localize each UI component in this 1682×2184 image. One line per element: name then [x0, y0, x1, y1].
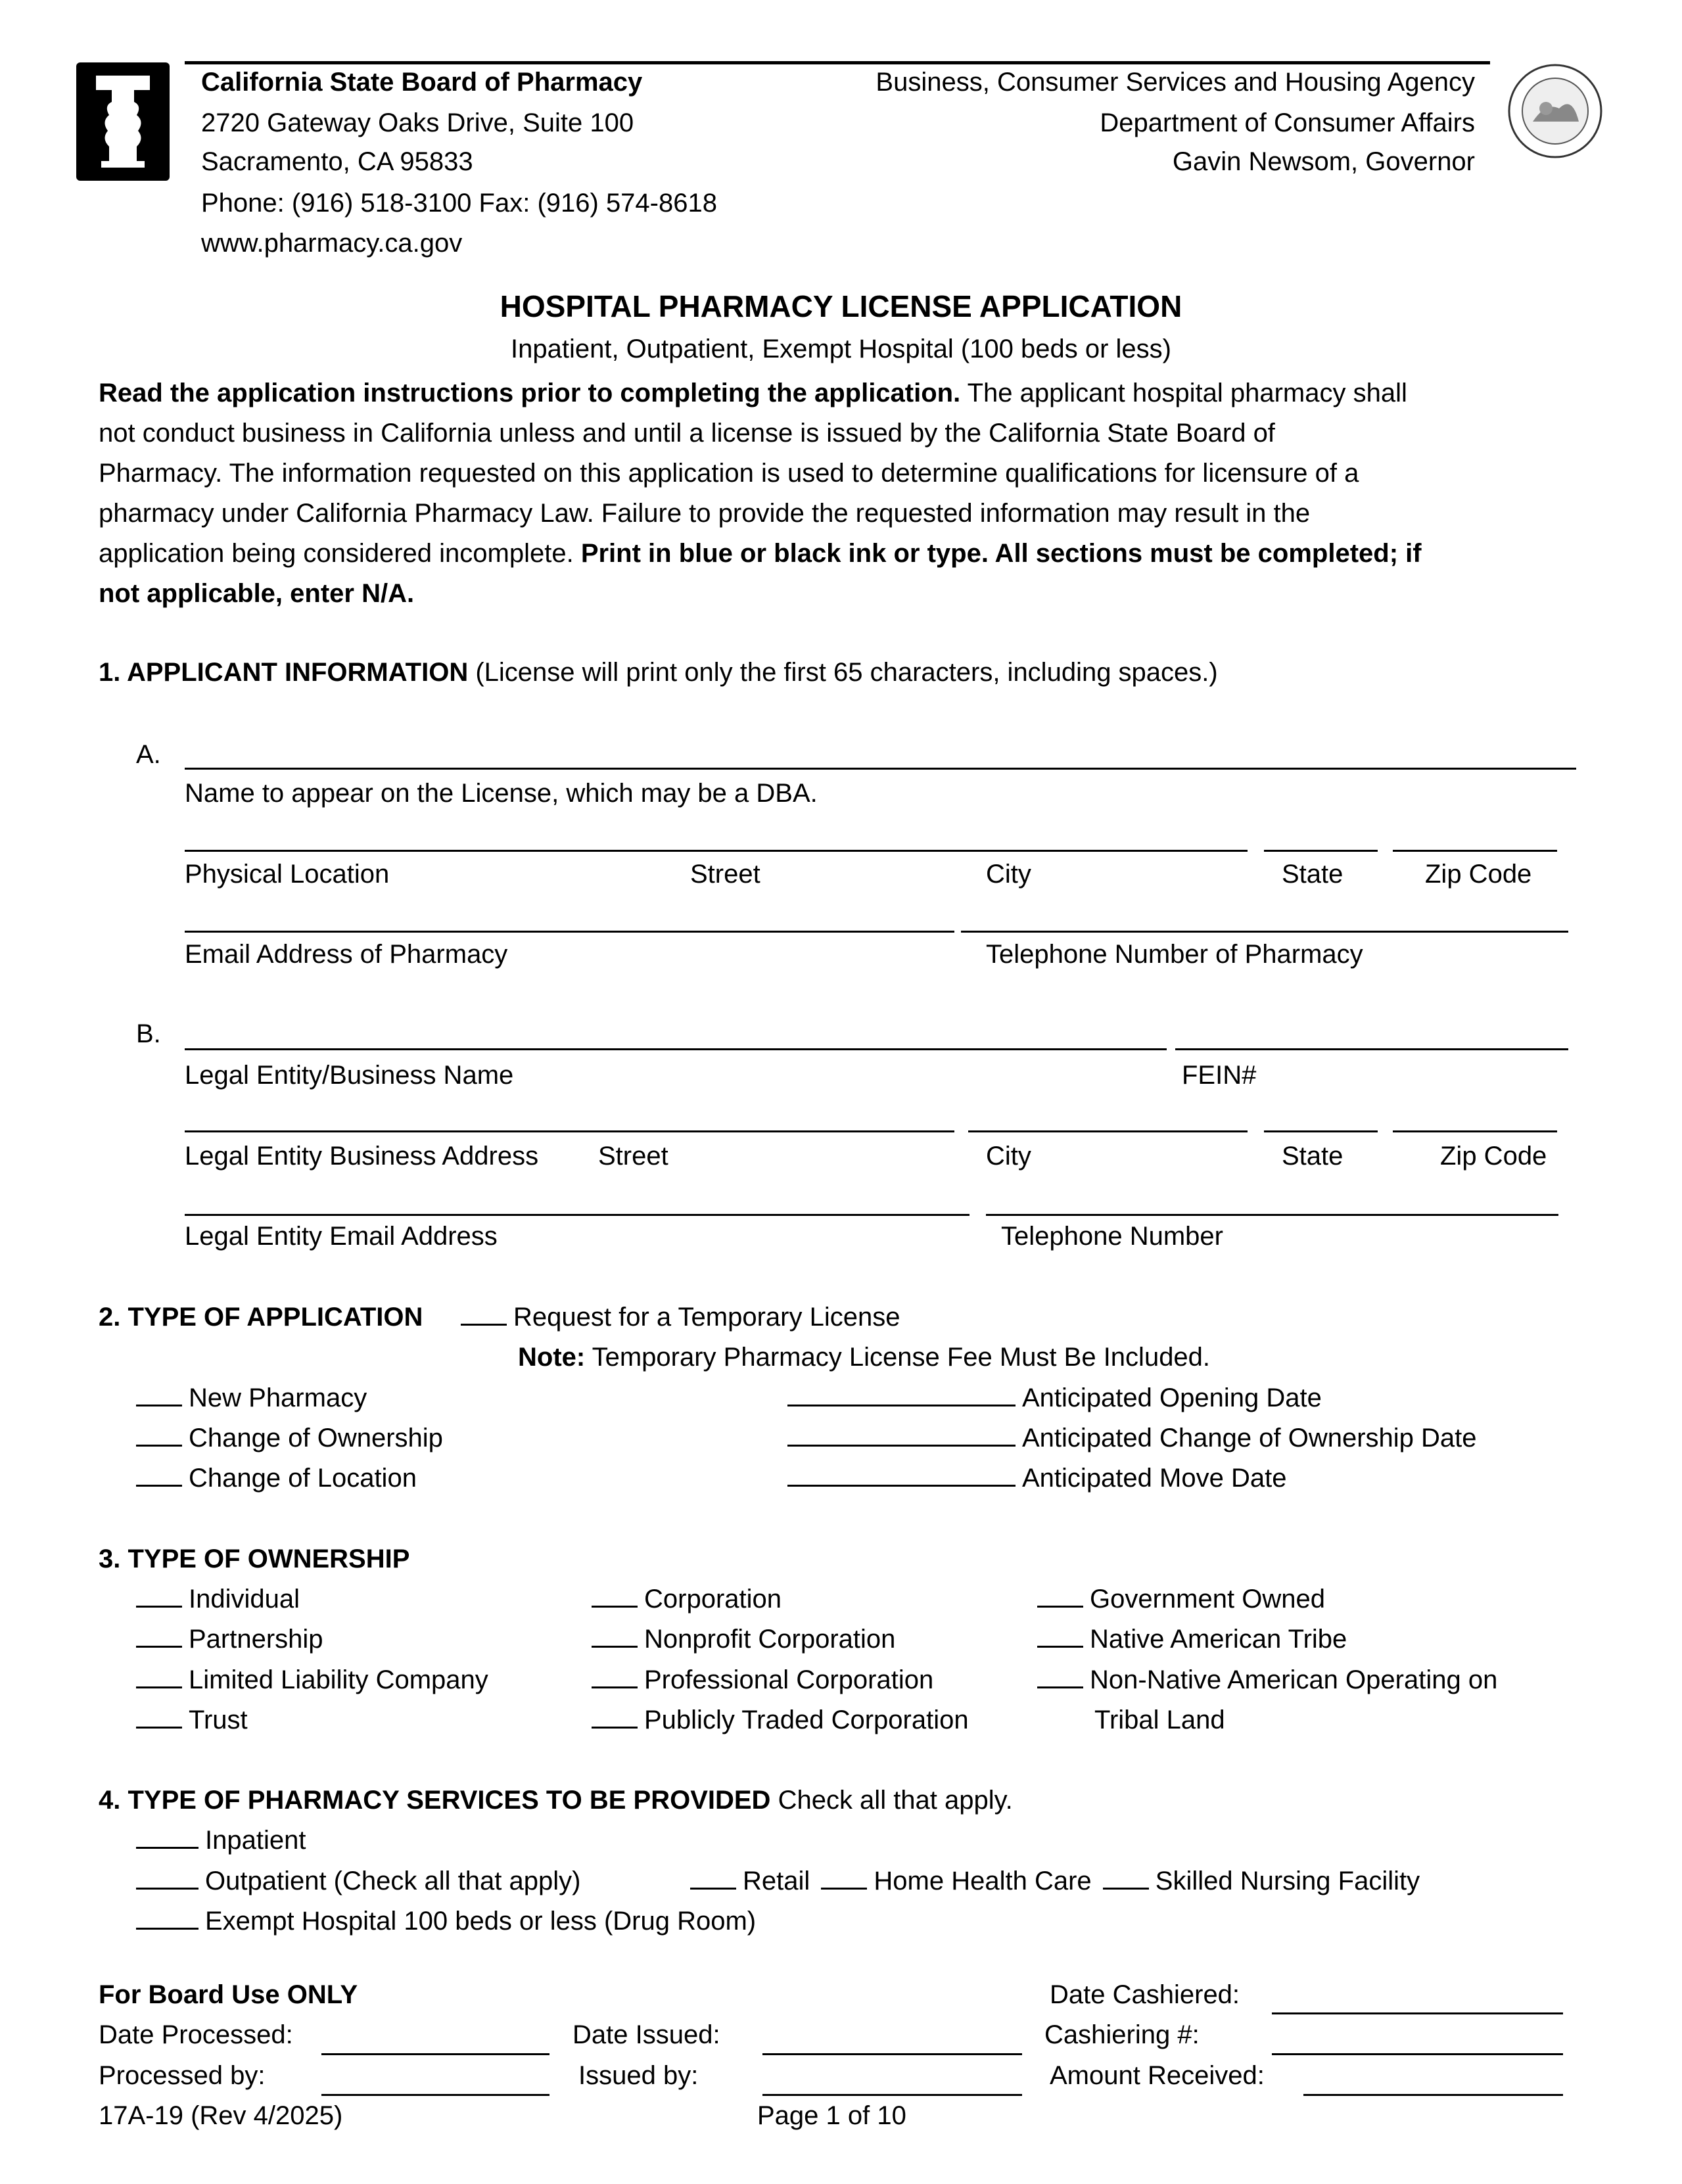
option-label: Trust: [189, 1706, 248, 1734]
state-label: State: [1282, 860, 1343, 889]
processed-by-field[interactable]: [321, 2094, 549, 2096]
ownership-publicly-traded[interactable]: [592, 1704, 969, 1736]
option-label: Inpatient: [205, 1826, 306, 1855]
governor-name: Gavin Newsom, Governor: [1172, 147, 1475, 176]
note-label: Note:: [518, 1343, 586, 1372]
license-name-caption: Name to appear on the License, which may be a DBA.: [185, 779, 818, 808]
mortar-pestle-icon: [76, 62, 170, 181]
intro-text: The applicant hospital pharmacy shall: [960, 379, 1407, 407]
section-note: (License will print only the first 65 characters, including spaces.): [468, 658, 1218, 687]
option-label: New Pharmacy: [189, 1383, 367, 1412]
license-name-field[interactable]: [185, 768, 1576, 770]
ownership-professional[interactable]: [592, 1664, 933, 1696]
ownership-llc[interactable]: [136, 1664, 488, 1696]
section-heading: 1. APPLICANT INFORMATION: [99, 658, 469, 687]
checkbox-blank[interactable]: [136, 1865, 199, 1890]
option-label: Change of Location: [189, 1464, 417, 1493]
option-label: Nonprofit Corporation: [644, 1625, 896, 1654]
checkbox-blank[interactable]: [1037, 1583, 1083, 1608]
department-name: Department of Consumer Affairs: [1100, 108, 1475, 137]
legal-address-label: Legal Entity Business Address: [185, 1142, 539, 1171]
processed-by-label: Processed by:: [99, 2061, 266, 2090]
checkbox-blank[interactable]: [1037, 1623, 1083, 1648]
section-1-heading: [99, 657, 1218, 688]
legal-email-field[interactable]: [185, 1214, 969, 1216]
legal-state-label: State: [1282, 1142, 1343, 1171]
checkbox-blank[interactable]: [592, 1583, 638, 1608]
snf-label: Skilled Nursing Facility: [1155, 1867, 1420, 1895]
cashiering-number-field[interactable]: [1272, 2053, 1563, 2055]
checkbox-blank[interactable]: [592, 1623, 638, 1648]
option-label: Request for a Temporary License: [513, 1303, 900, 1332]
checkbox-blank[interactable]: [592, 1704, 638, 1729]
ownership-corporation[interactable]: [592, 1583, 782, 1615]
phone-fax: Phone: (916) 518-3100 Fax: (916) 574-8618: [201, 189, 717, 218]
state-seal: [1507, 62, 1604, 160]
service-exempt-hospital[interactable]: [136, 1905, 756, 1937]
legal-zip-label: Zip Code: [1440, 1142, 1547, 1171]
option-label: Corporation: [644, 1585, 782, 1614]
date-blank[interactable]: [787, 1422, 1016, 1447]
snf-checkbox[interactable]: [1103, 1865, 1149, 1890]
checkbox-blank[interactable]: [136, 1704, 182, 1729]
pharmacy-telephone-field[interactable]: [961, 931, 1568, 933]
temporary-note: [518, 1341, 1210, 1373]
option-label: Partnership: [189, 1625, 323, 1654]
checkbox-blank[interactable]: [136, 1462, 182, 1487]
fein-field[interactable]: [1175, 1048, 1568, 1050]
physical-state-field[interactable]: [1264, 850, 1378, 852]
ownership-nonprofit[interactable]: [592, 1623, 895, 1655]
option-label: Change of Ownership: [189, 1424, 443, 1452]
cashiering-number-label: Cashiering #:: [1044, 2020, 1200, 2049]
street-label: Street: [690, 860, 760, 889]
intro-bold: Read the application instructions prior to completing the application.: [99, 379, 961, 407]
option-change-location[interactable]: [136, 1462, 417, 1494]
retail-checkbox[interactable]: [690, 1865, 736, 1890]
address-line-2: Sacramento, CA 95833: [201, 147, 473, 176]
page-subtitle: Inpatient, Outpatient, Exempt Hospital (100 beds or less): [511, 335, 1171, 363]
option-new-pharmacy[interactable]: [136, 1382, 367, 1414]
intro-bold: Print in blue or black ink or type. All sections must be completed; if: [580, 539, 1422, 568]
amount-received-field[interactable]: [1303, 2094, 1563, 2096]
legal-name-field[interactable]: [185, 1048, 1167, 1050]
section-b-label: B.: [136, 1019, 161, 1048]
section-note: Check all that apply.: [770, 1786, 1013, 1815]
checkbox-blank[interactable]: [136, 1583, 182, 1608]
amount-received-label: Amount Received:: [1050, 2061, 1265, 2090]
website-link[interactable]: www.pharmacy.ca.gov: [201, 229, 463, 258]
page-title: HOSPITAL PHARMACY LICENSE APPLICATION: [500, 289, 1182, 323]
legal-city-field[interactable]: [968, 1130, 1248, 1132]
ownership-tribal-land-cont: Tribal Land: [1094, 1706, 1225, 1734]
fein-label: FEIN#: [1182, 1061, 1257, 1090]
date-blank[interactable]: [787, 1462, 1016, 1487]
org-name: California State Board of Pharmacy: [201, 68, 643, 97]
section-2-heading: 2. TYPE OF APPLICATION: [99, 1303, 423, 1332]
option-label: Publicly Traded Corporation: [644, 1706, 969, 1734]
agency-name: Business, Consumer Services and Housing Agency: [876, 68, 1475, 97]
checkbox-blank[interactable]: [136, 1422, 182, 1447]
intro-line-5: [99, 538, 1422, 569]
option-label: Non-Native American Operating on: [1090, 1665, 1498, 1694]
temporary-license-option[interactable]: [461, 1301, 900, 1333]
board-logo: [76, 62, 170, 181]
physical-zip-field[interactable]: [1393, 850, 1557, 852]
date-issued-field[interactable]: [762, 2053, 1022, 2055]
intro-line-6: not applicable, enter N/A.: [99, 579, 415, 608]
page-number: Page 1 of 10: [757, 2101, 906, 2130]
option-label: Exempt Hospital 100 beds or less (Drug Room): [205, 1907, 757, 1936]
date-processed-label: Date Processed:: [99, 2020, 293, 2049]
header-rule: [185, 61, 1490, 64]
date-cashiered-label: Date Cashiered:: [1050, 1980, 1240, 2009]
checkbox-blank[interactable]: [136, 1905, 199, 1930]
date-blank[interactable]: [787, 1382, 1016, 1406]
section-heading: 4. TYPE OF PHARMACY SERVICES TO BE PROVIDED: [99, 1786, 771, 1815]
issued-by-label: Issued by:: [578, 2061, 699, 2090]
pharmacy-telephone-label: Telephone Number of Pharmacy: [986, 940, 1363, 969]
date-label: Anticipated Change of Ownership Date: [1022, 1424, 1477, 1452]
home-health-checkbox[interactable]: [821, 1865, 867, 1890]
checkbox-blank[interactable]: [592, 1664, 638, 1688]
checkbox-blank[interactable]: [136, 1382, 182, 1406]
service-outpatient[interactable]: [136, 1865, 580, 1897]
date-label: Anticipated Move Date: [1022, 1464, 1287, 1493]
move-date-field[interactable]: [787, 1462, 1286, 1494]
address-line-1: 2720 Gateway Oaks Drive, Suite 100: [201, 108, 634, 137]
legal-city-label: City: [986, 1142, 1031, 1171]
opening-date-field[interactable]: [787, 1382, 1322, 1414]
home-health-label: Home Health Care: [874, 1867, 1092, 1895]
legal-zip-field[interactable]: [1393, 1130, 1557, 1132]
option-label: Limited Liability Company: [189, 1665, 488, 1694]
legal-email-label: Legal Entity Email Address: [185, 1222, 498, 1251]
checkbox-blank[interactable]: [136, 1664, 182, 1688]
date-label: Anticipated Opening Date: [1022, 1383, 1322, 1412]
note-text: Temporary Pharmacy License Fee Must Be Included.: [585, 1343, 1211, 1372]
option-label: Individual: [189, 1585, 300, 1614]
zip-label: Zip Code: [1425, 860, 1532, 889]
issued-by-field[interactable]: [762, 2094, 1022, 2096]
section-4-heading: [99, 1784, 1013, 1816]
section-3-heading: 3. TYPE OF OWNERSHIP: [99, 1545, 410, 1573]
state-seal-icon: [1507, 62, 1604, 160]
option-label: Native American Tribe: [1090, 1625, 1347, 1654]
checkbox-blank[interactable]: [461, 1301, 507, 1326]
service-inpatient[interactable]: [136, 1824, 306, 1856]
ownership-date-field[interactable]: [787, 1422, 1477, 1454]
checkbox-blank[interactable]: [1037, 1664, 1083, 1688]
ownership-native-american[interactable]: [1037, 1623, 1347, 1655]
legal-telephone-field[interactable]: [986, 1214, 1558, 1216]
ownership-partnership[interactable]: [136, 1623, 323, 1655]
date-cashiered-field[interactable]: [1272, 2012, 1563, 2014]
date-issued-label: Date Issued:: [572, 2020, 720, 2049]
board-use-heading: For Board Use ONLY: [99, 1980, 358, 2009]
checkbox-blank[interactable]: [136, 1623, 182, 1648]
pharmacy-email-field[interactable]: [185, 931, 954, 933]
section-a-label: A.: [136, 740, 161, 769]
retail-label: Retail: [743, 1867, 810, 1895]
outpatient-suboptions: [690, 1865, 1420, 1897]
ownership-government[interactable]: [1037, 1583, 1325, 1615]
intro-line-3: Pharmacy. The information requested on this application is used to determine qualifications for licensure of a: [99, 459, 1359, 488]
physical-street-city-field[interactable]: [185, 850, 1248, 852]
ownership-trust[interactable]: [136, 1704, 248, 1736]
pharmacy-email-label: Email Address of Pharmacy: [185, 940, 508, 969]
intro-text: application being considered incomplete.: [99, 539, 581, 568]
option-change-ownership[interactable]: [136, 1422, 443, 1454]
legal-street-field[interactable]: [185, 1130, 954, 1132]
ownership-non-native-tribal[interactable]: [1037, 1664, 1497, 1696]
option-label: Outpatient (Check all that apply): [205, 1867, 581, 1895]
city-label: City: [986, 860, 1031, 889]
intro-line-2: not conduct business in California unless and until a license is issued by the California State Board of: [99, 419, 1275, 448]
form-id: 17A-19 (Rev 4/2025): [99, 2101, 343, 2130]
date-processed-field[interactable]: [321, 2053, 549, 2055]
legal-state-field[interactable]: [1264, 1130, 1378, 1132]
intro-line-1: [99, 377, 1407, 409]
checkbox-blank[interactable]: [136, 1824, 199, 1849]
legal-telephone-label: Telephone Number: [1001, 1222, 1223, 1251]
option-label: Professional Corporation: [644, 1665, 934, 1694]
ownership-individual[interactable]: [136, 1583, 300, 1615]
legal-street-label: Street: [598, 1142, 668, 1171]
physical-location-label: Physical Location: [185, 860, 390, 889]
legal-name-label: Legal Entity/Business Name: [185, 1061, 514, 1090]
intro-line-4: pharmacy under California Pharmacy Law. Failure to provide the requested information may result in the: [99, 499, 1311, 528]
option-label: Government Owned: [1090, 1585, 1325, 1614]
